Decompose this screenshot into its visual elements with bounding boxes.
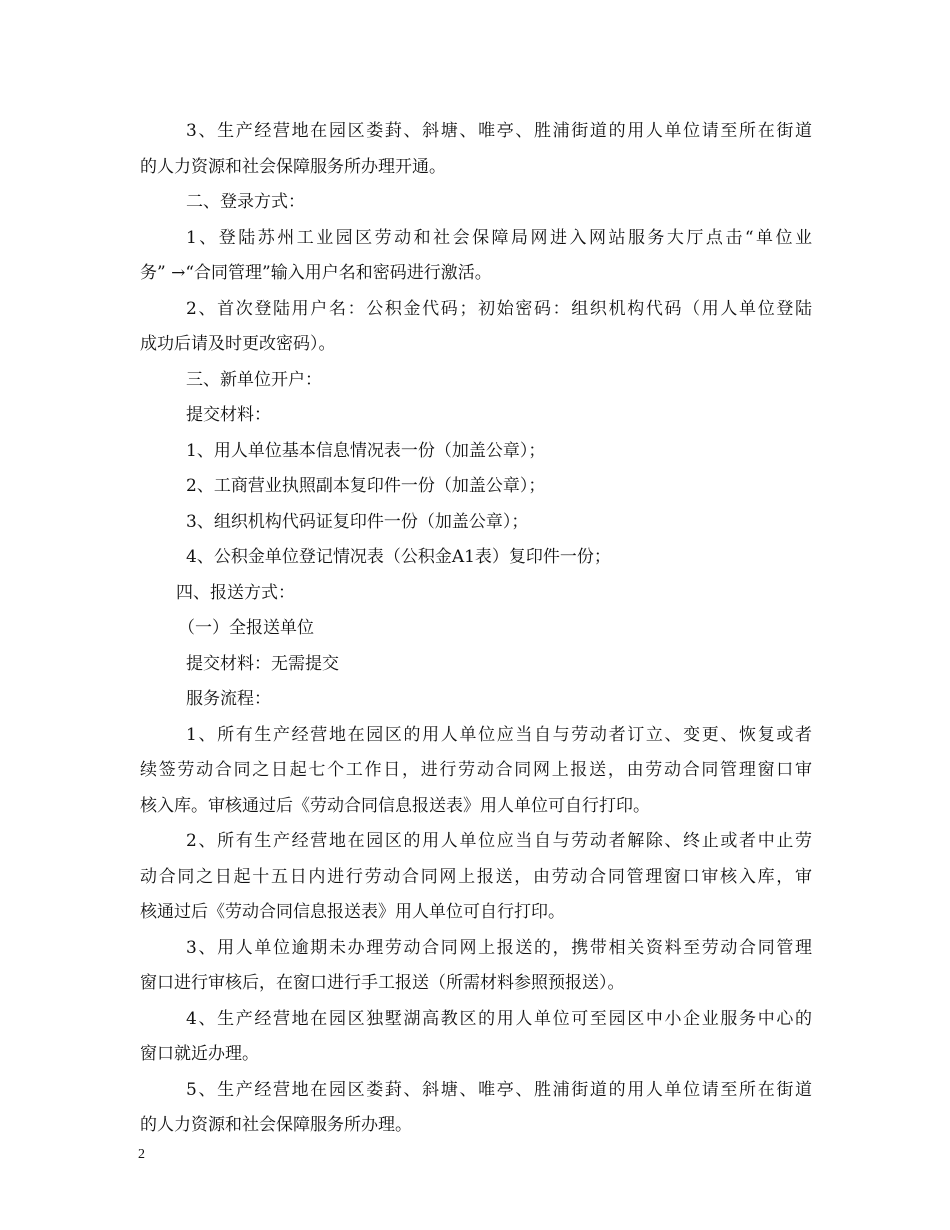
section-heading-new-unit: 三、新单位开户： (186, 370, 322, 390)
process-item-5-line-1: 5、生产经营地在园区娄葑、斜塘、唯亭、胜浦街道的用人单位请至所在街道 (186, 1080, 812, 1100)
process-item-3-line-1: 3、用人单位逾期未办理劳动合同网上报送的，携带相关资料至劳动合同管理 (186, 938, 812, 958)
process-item-2-line-3: 核通过后《劳动合同信息报送表》用人单位可自行打印。 (140, 902, 565, 922)
process-item-1-line-1: 1、所有生产经营地在园区的用人单位应当自与劳动者订立、变更、恢复或者 (186, 725, 812, 745)
section-heading-reporting: 四、报送方式： (176, 583, 295, 603)
login-item-2-line-2: 成功后请及时更改密码）。 (140, 334, 336, 354)
new-unit-material-4: 4、公积金单位登记情况表（公积金A1表）复印件一份； (186, 547, 611, 567)
process-item-1-line-2: 续签劳动合同之日起七个工作日，进行劳动合同网上报送，由劳动合同管理窗口审 (140, 760, 812, 780)
new-unit-material-3: 3、组织机构代码证复印件一份（加盖公章）； (186, 512, 529, 532)
login-item-2-line-1: 2、首次登陆用户名：公积金代码；初始密码：组织机构代码（用人单位登陆 (186, 299, 812, 319)
paragraph-1-line-1: 3、生产经营地在园区娄葑、斜塘、唯亭、胜浦街道的用人单位请至所在街道 (186, 121, 812, 141)
login-item-1-line-1: 1、登陆苏州工业园区劳动和社会保障局网进入网站服务大厅点击“单位业 (186, 228, 812, 248)
process-item-2-line-1: 2、所有生产经营地在园区的用人单位应当自与劳动者解除、终止或者中止劳 (186, 831, 812, 851)
process-item-4-line-2: 窗口就近办理。 (140, 1044, 259, 1064)
subsection-full-reporting-unit: （一）全报送单位 (178, 618, 314, 638)
service-process-heading: 服务流程： (186, 689, 271, 709)
process-item-4-line-1: 4、生产经营地在园区独墅湖高教区的用人单位可至园区中小企业服务中心的 (186, 1009, 812, 1029)
page-number: 2 (138, 1147, 145, 1162)
section-heading-login: 二、登录方式： (186, 192, 305, 212)
submission-materials-heading: 提交材料： (186, 405, 271, 425)
login-item-1-line-2: 务” →“合同管理”输入用户名和密码进行激活。 (140, 263, 492, 283)
process-item-3-line-2: 窗口进行审核后，在窗口进行手工报送（所需材料参照预报送）。 (140, 973, 625, 993)
new-unit-material-1: 1、用人单位基本信息情况表一份（加盖公章）； (186, 441, 546, 461)
paragraph-1-line-2: 的人力资源和社会保障服务所办理开通。 (140, 157, 446, 177)
new-unit-material-2: 2、工商营业执照副本复印件一份（加盖公章）； (186, 476, 546, 496)
process-item-2-line-2: 动合同之日起十五日内进行劳动合同网上报送，由劳动合同管理窗口审核入库，审 (140, 867, 812, 887)
process-item-1-line-3: 核入库。审核通过后《劳动合同信息报送表》用人单位可自行打印。 (140, 796, 650, 816)
reporting-materials: 提交材料：无需提交 (186, 654, 339, 674)
process-item-5-line-2: 的人力资源和社会保障服务所办理。 (140, 1115, 412, 1135)
